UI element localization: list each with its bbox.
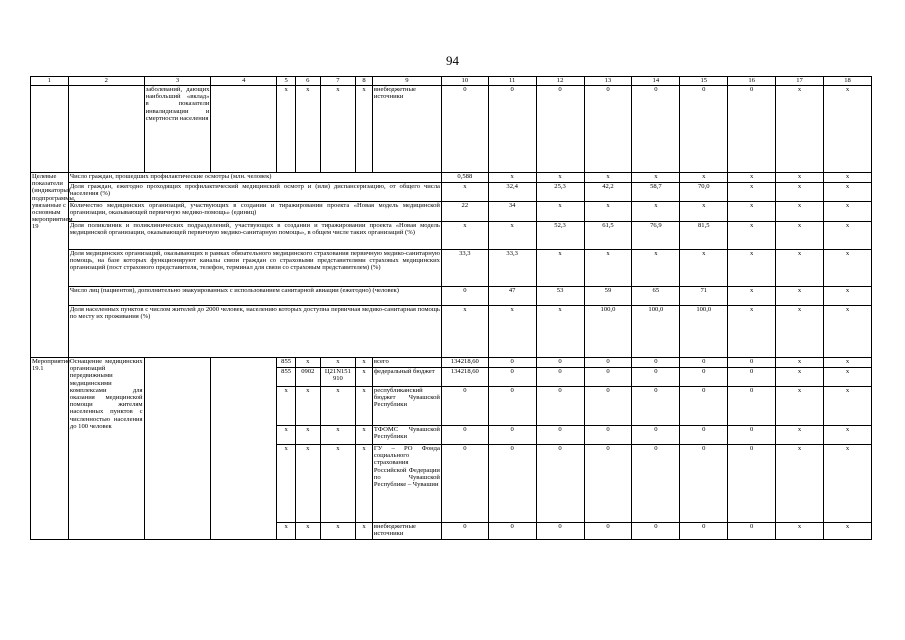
header-row xyxy=(31,77,872,86)
table-cell: 0 xyxy=(536,368,584,387)
table-cell: х xyxy=(296,387,321,426)
column-number-header: 15 xyxy=(680,77,728,86)
table-row xyxy=(31,86,872,173)
table-cell: х xyxy=(320,387,356,426)
table-cell: х xyxy=(776,387,824,426)
table-cell: 0 xyxy=(441,86,488,173)
measure-row xyxy=(31,358,872,368)
table-cell xyxy=(68,86,144,173)
indicator-value: х xyxy=(823,287,871,306)
indicator-value: 47 xyxy=(488,287,536,306)
indicator-value: х xyxy=(728,173,776,183)
table-cell: 0 xyxy=(488,426,536,445)
table-cell: х xyxy=(823,86,871,173)
indicator-value: х xyxy=(632,173,680,183)
table-cell: 0 xyxy=(488,358,536,368)
table-cell xyxy=(211,358,277,540)
table-cell: 0 xyxy=(728,368,776,387)
table-cell: 0 xyxy=(488,445,536,523)
table-cell: 0 xyxy=(441,445,488,523)
table-cell: х xyxy=(277,86,296,173)
indicator-value: 100,0 xyxy=(680,306,728,358)
indicator-value: х xyxy=(441,222,488,250)
table-cell: х xyxy=(296,86,321,173)
indicator-value: 58,7 xyxy=(632,183,680,202)
table-cell: 0 xyxy=(584,387,632,426)
measure-name: Оснащение медицинских организаций передвижными медицинскими комплексами для оказания медицинской помощи жителям населенных пунктов с численностью населения до 100 человек xyxy=(68,358,144,540)
indicator-value: х xyxy=(536,250,584,287)
table-cell: х xyxy=(277,523,296,540)
table-cell: 0 xyxy=(488,368,536,387)
funding-source: ТФОМС Чувашской Республики xyxy=(372,426,441,445)
indicator-row xyxy=(31,250,872,287)
indicator-value: 34 xyxy=(488,202,536,222)
column-number-header: 14 xyxy=(632,77,680,86)
indicator-value: х xyxy=(823,222,871,250)
table-cell: 855 xyxy=(277,368,296,387)
indicator-value: 52,3 xyxy=(536,222,584,250)
table-cell: 0 xyxy=(584,358,632,368)
indicator-value: х xyxy=(632,202,680,222)
table-cell: 0 xyxy=(584,426,632,445)
column-number-header: 4 xyxy=(211,77,277,86)
table-cell: 0 xyxy=(441,387,488,426)
table-cell: 0 xyxy=(536,523,584,540)
indicator-value: х xyxy=(776,287,824,306)
table-cell: 134218,60 xyxy=(441,358,488,368)
table-cell: х xyxy=(320,445,356,523)
indicator-value: 76,9 xyxy=(632,222,680,250)
measure-description: заболеваний, дающих наибольший «вклад» в показатели инвалидизации и смертности населения xyxy=(144,86,211,173)
indicator-value: х xyxy=(776,183,824,202)
indicator-text: Число граждан, прошедших профилактические осмотры (млн. человек) xyxy=(68,173,441,183)
table-cell: х xyxy=(320,523,356,540)
column-number-header: 5 xyxy=(277,77,296,86)
budget-table xyxy=(30,76,872,540)
column-number-header: 8 xyxy=(356,77,373,86)
table-cell: 0 xyxy=(680,358,728,368)
indicator-value: х xyxy=(680,173,728,183)
table-cell: х xyxy=(776,523,824,540)
table-cell: 0 xyxy=(441,426,488,445)
indicator-value: х xyxy=(728,222,776,250)
indicator-value: х xyxy=(823,183,871,202)
table-cell: х xyxy=(356,523,373,540)
table-cell: 0 xyxy=(680,86,728,173)
indicator-value: х xyxy=(776,250,824,287)
column-number-header: 9 xyxy=(372,77,441,86)
table-cell: 0902 xyxy=(296,368,321,387)
indicator-value: 70,0 xyxy=(680,183,728,202)
table-cell: 0 xyxy=(536,426,584,445)
table-cell: х xyxy=(356,86,373,173)
indicator-value: х xyxy=(823,250,871,287)
table-cell: 0 xyxy=(536,358,584,368)
table-cell: 0 xyxy=(680,368,728,387)
indicator-value: х xyxy=(680,250,728,287)
column-number-header: 6 xyxy=(296,77,321,86)
indicator-text: Число лиц (пациентов), дополнительно эвакуированных с использованием санитарной авиации (ежегодно) (человек) xyxy=(68,287,441,306)
indicator-value: х xyxy=(441,183,488,202)
indicator-value: х xyxy=(584,173,632,183)
indicator-value: 33,3 xyxy=(441,250,488,287)
indicator-value: х xyxy=(728,183,776,202)
indicator-value: х xyxy=(632,250,680,287)
table-cell: х xyxy=(776,368,824,387)
table-cell: х xyxy=(356,426,373,445)
table-cell: 0 xyxy=(728,523,776,540)
indicator-value: 100,0 xyxy=(584,306,632,358)
funding-source: ГУ – РО Фонда социального страхования Российской Федерации по Чувашской Республике – Чувашии xyxy=(372,445,441,523)
indicator-text: Доля населенных пунктов с числом жителей до 2000 человек, населению которых доступна первичная медико-санитарная помощь по месту их проживания (%) xyxy=(68,306,441,358)
table-cell: 134218,60 xyxy=(441,368,488,387)
table-cell: 0 xyxy=(632,368,680,387)
indicator-text: Доля граждан, ежегодно проходящих профилактический медицинский осмотр и (или) диспансеризацию, от общего числа населения (%) xyxy=(68,183,441,202)
table-cell: х xyxy=(296,358,321,368)
indicator-value: х xyxy=(776,222,824,250)
indicator-row xyxy=(31,173,872,183)
column-number-header: 11 xyxy=(488,77,536,86)
table-cell: х xyxy=(277,426,296,445)
table-cell: 0 xyxy=(728,358,776,368)
table-cell: 0 xyxy=(632,523,680,540)
indicator-value: 25,3 xyxy=(536,183,584,202)
table-cell: 0 xyxy=(632,426,680,445)
indicator-value: х xyxy=(536,202,584,222)
table-cell: х xyxy=(296,426,321,445)
table-cell: х xyxy=(356,387,373,426)
table-cell: 0 xyxy=(728,426,776,445)
table-cell: 0 xyxy=(728,445,776,523)
indicator-row xyxy=(31,183,872,202)
indicator-value: 33,3 xyxy=(488,250,536,287)
indicator-value: х xyxy=(584,250,632,287)
table-cell: 0 xyxy=(441,523,488,540)
indicator-value: 61,5 xyxy=(584,222,632,250)
indicator-value: 71 xyxy=(680,287,728,306)
table-cell: х xyxy=(823,387,871,426)
column-number-header: 3 xyxy=(144,77,211,86)
column-number-header: 1 xyxy=(31,77,69,86)
table-cell: 0 xyxy=(584,86,632,173)
indicator-value: х xyxy=(776,306,824,358)
funding-source: внебюджетные источники xyxy=(372,86,441,173)
indicator-value: х xyxy=(441,306,488,358)
page-number: 94 xyxy=(446,53,459,68)
table-cell: 0 xyxy=(488,523,536,540)
indicator-value: 42,2 xyxy=(584,183,632,202)
table-cell: х xyxy=(356,358,373,368)
table-cell: 0 xyxy=(584,368,632,387)
indicator-value: 0,588 xyxy=(441,173,488,183)
funding-source: внебюджетные источники xyxy=(372,523,441,540)
indicator-value: 22 xyxy=(441,202,488,222)
table-cell: х xyxy=(277,387,296,426)
column-number-header: 17 xyxy=(776,77,824,86)
table-cell: 0 xyxy=(584,523,632,540)
table-cell: 0 xyxy=(632,445,680,523)
table-cell: 0 xyxy=(632,387,680,426)
indicator-text: Доля медицинских организаций, оказывающих в рамках обязательного медицинского страхования первичную медико-санитарную помощь, на базе которых функционируют каналы связи граждан со страховыми представителями страховых медицинских организаций (пост страхового представителя, телефон, терминал для связи со страховым представителем) (%) xyxy=(68,250,441,287)
table-cell: х xyxy=(320,86,356,173)
indicator-row xyxy=(31,202,872,222)
table-cell: х xyxy=(823,426,871,445)
indicator-value: 100,0 xyxy=(632,306,680,358)
indicator-value: х xyxy=(728,306,776,358)
funding-source: федеральный бюджет xyxy=(372,368,441,387)
indicator-value: х xyxy=(728,287,776,306)
table-cell: 0 xyxy=(536,86,584,173)
column-number-header: 7 xyxy=(320,77,356,86)
table-cell: х xyxy=(296,445,321,523)
table-cell: х xyxy=(823,445,871,523)
indicator-value: х xyxy=(776,173,824,183)
column-number-header: 16 xyxy=(728,77,776,86)
indicator-value: 0 xyxy=(441,287,488,306)
indicator-row xyxy=(31,306,872,358)
indicator-value: 81,5 xyxy=(680,222,728,250)
indicator-row xyxy=(31,287,872,306)
indicator-value: 65 xyxy=(632,287,680,306)
table-cell: х xyxy=(277,445,296,523)
table-cell: 0 xyxy=(488,86,536,173)
table-cell: 0 xyxy=(680,426,728,445)
table-cell: 0 xyxy=(728,86,776,173)
column-number-header: 12 xyxy=(536,77,584,86)
table-cell: х xyxy=(356,445,373,523)
table-cell: Ц21N151 910 xyxy=(320,368,356,387)
indicator-value: х xyxy=(488,306,536,358)
table-cell: х xyxy=(776,426,824,445)
table-cell: 0 xyxy=(536,445,584,523)
table-cell: х xyxy=(823,368,871,387)
table-cell: х xyxy=(296,523,321,540)
table-cell: 0 xyxy=(584,445,632,523)
indicator-value: х xyxy=(728,202,776,222)
funding-source: республиканский бюджет Чувашской Республики xyxy=(372,387,441,426)
table-cell: 0 xyxy=(680,523,728,540)
table-cell: 0 xyxy=(728,387,776,426)
table-cell: х xyxy=(776,358,824,368)
indicator-value: х xyxy=(680,202,728,222)
table-cell xyxy=(211,86,277,173)
indicator-value: 59 xyxy=(584,287,632,306)
table-cell: 0 xyxy=(632,358,680,368)
column-number-header: 10 xyxy=(441,77,488,86)
indicator-value: х xyxy=(536,306,584,358)
table-cell: х xyxy=(320,358,356,368)
table-cell: 855 xyxy=(277,358,296,368)
funding-source: всего xyxy=(372,358,441,368)
table-cell: х xyxy=(776,86,824,173)
column-number-header: 18 xyxy=(823,77,871,86)
indicator-value: х xyxy=(823,306,871,358)
table-cell: х xyxy=(320,426,356,445)
table-cell: 0 xyxy=(536,387,584,426)
indicator-value: х xyxy=(823,202,871,222)
table-cell: х xyxy=(776,445,824,523)
indicator-row xyxy=(31,222,872,250)
measure-label: Мероприятие 19.1 xyxy=(31,358,69,540)
indicator-value: х xyxy=(488,173,536,183)
indicator-value: 53 xyxy=(536,287,584,306)
indicator-value: х xyxy=(823,173,871,183)
table-cell: х xyxy=(823,523,871,540)
table-cell: х xyxy=(356,368,373,387)
column-number-header: 2 xyxy=(68,77,144,86)
indicator-value: 32,4 xyxy=(488,183,536,202)
column-number-header: 13 xyxy=(584,77,632,86)
table-cell xyxy=(144,358,211,540)
table-cell: 0 xyxy=(680,387,728,426)
indicator-value: х xyxy=(776,202,824,222)
targets-label: Целевые показатели (индикаторы) подпрограммы, увязанные с основным мероприятием 19 xyxy=(31,173,69,358)
table-cell xyxy=(31,86,69,173)
indicator-value: х xyxy=(488,222,536,250)
table-cell: х xyxy=(823,358,871,368)
indicator-value: х xyxy=(584,202,632,222)
indicator-text: Количество медицинских организаций, участвующих в создании и тиражировании проекта «Новая модель медицинской организации, оказывающей первичную медико-помощь» (единиц) xyxy=(68,202,441,222)
table-cell: 0 xyxy=(632,86,680,173)
indicator-text: Доля поликлиник и поликлинических подразделений, участвующих в создании и тиражировании проекта «Новая модель медицинской организации, оказывающей первичную медико-санитарную помощь», в общем числе таких организаций (%) xyxy=(68,222,441,250)
table-cell: 0 xyxy=(680,445,728,523)
table-cell: 0 xyxy=(488,387,536,426)
indicator-value: х xyxy=(728,250,776,287)
indicator-value: х xyxy=(536,173,584,183)
